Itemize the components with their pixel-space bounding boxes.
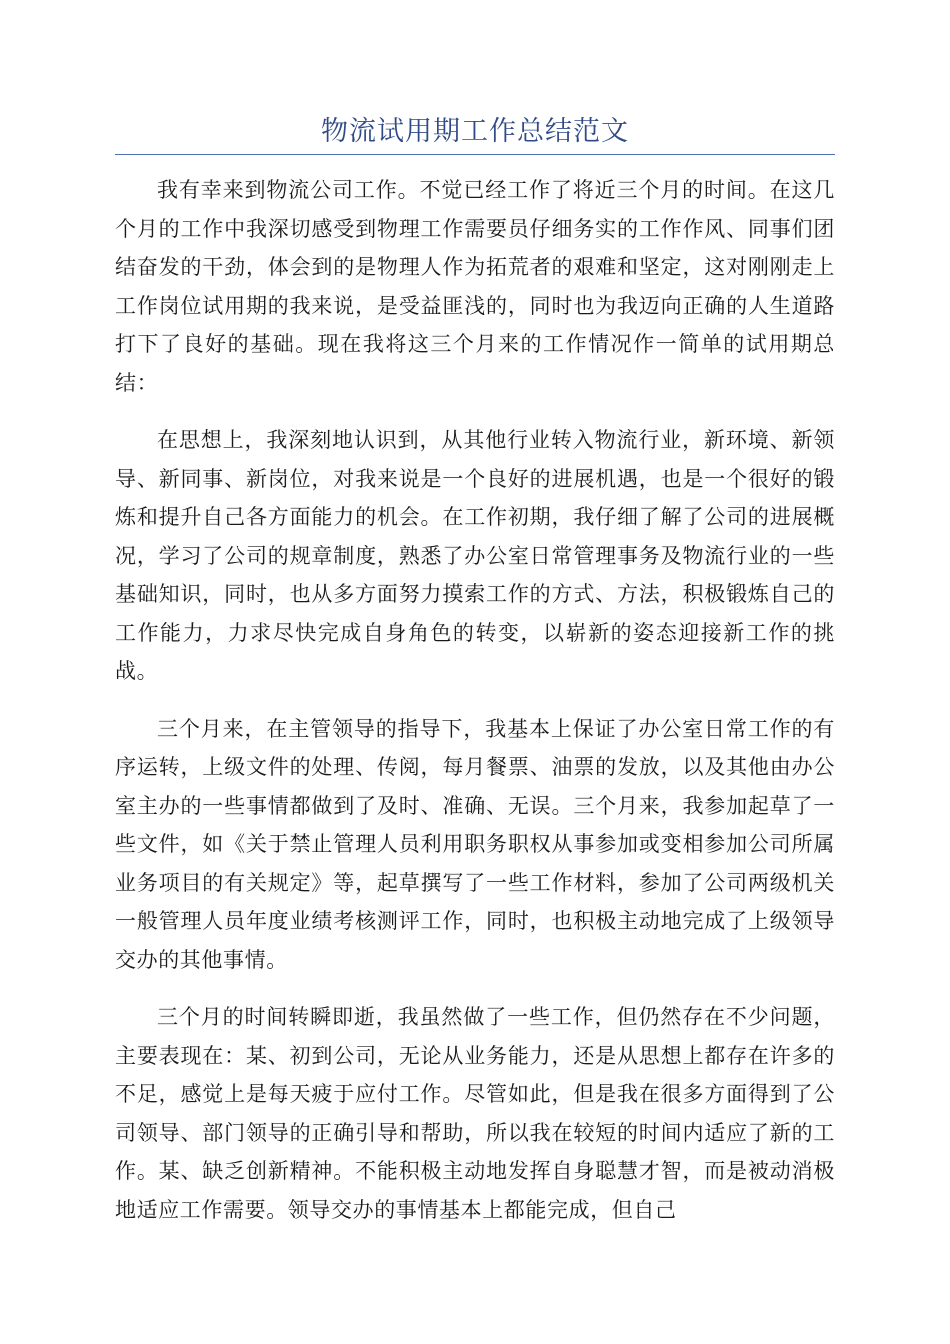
- paragraph-4: 三个月的时间转瞬即逝，我虽然做了一些工作，但仍然存在不少问题，主要表现在：某、初到公司，无论从业务能力，还是从思想上都存在许多的不足，感觉上是每天疲于应付工作。尽管如此，但是我在很多方面得到了公司领导、部门领导的正确引导和帮助，所以我在较短的时间内适应了新的工作。某、缺乏创新精神。不能积极主动地发挥自身聪慧才智，而是被动消极地适应工作需要。领导交办的事情基本上都能完成，但自己: [115, 1005, 835, 1222]
- paragraph-1: 我有幸来到物流公司工作。不觉已经工作了将近三个月的时间。在这几个月的工作中我深切感受到物理工作需要员仔细务实的工作作风、同事们团结奋发的干劲，体会到的是物理人作为拓荒者的艰难和坚定，这对刚刚走上工作岗位试用期的我来说，是受益匪浅的，同时也为我迈向正确的人生道路打下了良好的基础。现在我将这三个月来的工作情况作一简单的试用期总结：: [115, 178, 835, 395]
- paragraph-3: 三个月来，在主管领导的指导下，我基本上保证了办公室日常工作的有序运转，上级文件的处理、传阅，每月餐票、油票的发放，以及其他由办公室主办的一些事情都做到了及时、准确、无误。三个月来，我参加起草了一些文件，如《关于禁止管理人员利用职务职权从事参加或变相参加公司所属业务项目的有关规定》等，起草撰写了一些工作材料，参加了公司两级机关一般管理人员年度业绩考核测评工作，同时，也积极主动地完成了上级领导交办的其他事情。: [115, 716, 835, 972]
- paragraph-2: 在思想上，我深刻地认识到，从其他行业转入物流行业，新环境、新领导、新同事、新岗位，对我来说是一个良好的进展机遇，也是一个很好的锻炼和提升自己各方面能力的机会。在工作初期，我仔细了解了公司的进展概况，学习了公司的规章制度，熟悉了办公室日常管理事务及物流行业的一些基础知识，同时，也从多方面努力摸索工作的方式、方法，积极锻炼自己的工作能力，力求尽快完成自身角色的转变，以崭新的姿态迎接新工作的挑战。: [115, 428, 835, 683]
- document-body: [115, 171, 835, 1248]
- document-title: 物流试用期工作总结范文: [321, 116, 629, 147]
- title-underline: [115, 154, 835, 155]
